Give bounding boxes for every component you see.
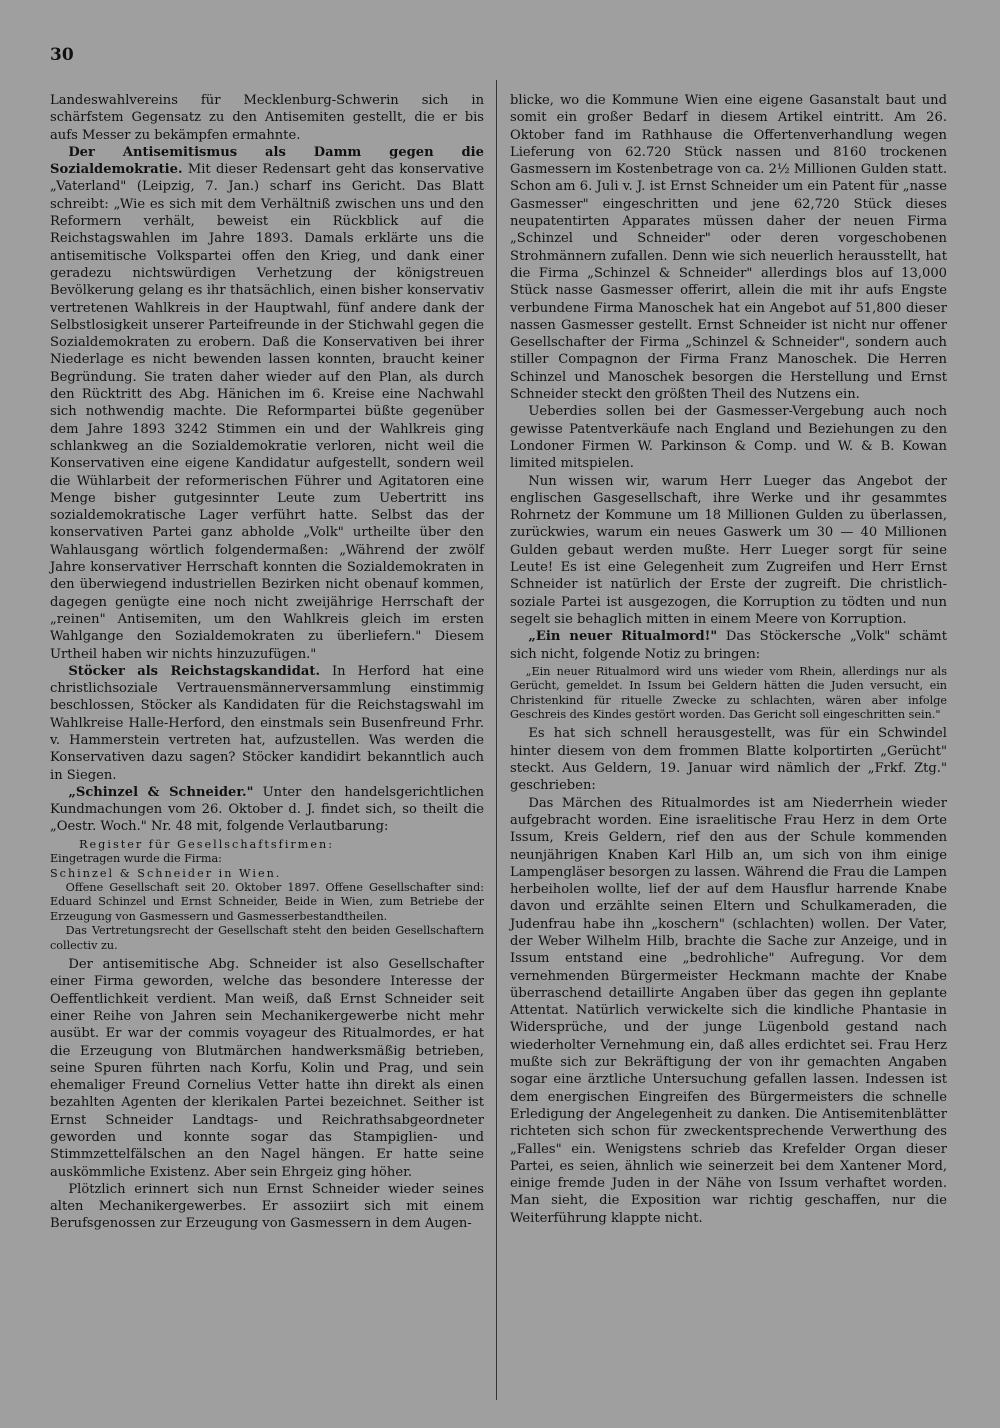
paragraph: Landeswahlvereins für Mecklenburg-Schwerin sich in schärfstem Gegensatz zu den Antisemiten gestellt, die er bis aufs Messer zu bekämpfen ermahnte. [50,93,484,143]
section-heading: Stöcker als Reichstagskandidat. [68,663,320,679]
article-schinzel-schneider [50,784,484,836]
section-text: Mit dieser Redensart geht das konservative „Vaterland" (Leipzig, 7. Jan.) scharf ins Gericht. Das Blatt schreibt: „Wie es sich mit dem Verhältniß zwischen uns und den Reformern verhält, beweist ein Rückblick auf die Reichstagswahlen im Jahre 1893. Damals erklärte uns die antisemitische Volkspartei offen den Krieg, und dank einer geradezu nichtswürdigen Verhetzung der königstreuen Bevölkerung gelang es ihr thatsächlich, einen bisher konservativ vertretenen Wahlkreis in der Hauptwahl, fünf andere dank der Selbstlosigkeit unserer Parteifreunde in der Stichwahl gegen die Sozialdemokraten zu erobern. Daß die Konservativen bei ihrer Niederlage es nicht bewenden lassen konnten, braucht keiner Begründung. Sie traten daher wieder auf den Plan, als durch den Rücktritt des Abg. Hänichen im 6. Kreise eine Nachwahl sich nothwendig machte. Die Reformpartei büßte gegenüber dem Jahre 1893 3242 Stimmen ein und der Wahlkreis ging schlankweg an die Sozialdemokratie verloren, nicht weil die Konservativen eine eigene Kandidatur aufgestellt, sondern weil die Wühlarbeit der reformerischen Führer und Agitatoren eine Menge bisher gutgesinnter Leute zum Uebertritt ins sozialdemokratische Lager verführt hatte. Selbst das der konservativen Partei ganz abholde „Volk" urtheilte über den Wahlausgang wörtlich folgendermaßen: „Während der zwölf Jahre konservativer Herrschaft konnten die Sozialdemokraten in den überwiegend industriellen Bezirken nicht obenauf kommen, dagegen genügte eine noch nicht zweijährige Herrschaft der „reinen" Antisemiten, um den Wahlkreis gleich im ersten Wahlgange den Sozialdemokraten zu überliefern." Diesem Urtheil haben wir nichts hinzuzufügen." [50,162,484,662]
quote-line: Register für Gesellschaftsfirmen: [79,837,335,851]
paragraph: Das Märchen des Ritualmordes ist am Niederrhein wieder aufgebracht worden. Eine israelitische Frau Herz in dem Orte Issum, Kreis Geldern, rief den aus der Schule kommenden neunjährigen Knaben Karl Hilb an, um sich von ihm einige Lampengläser besorgen zu lassen. Während die Frau die Lampen herbeiholen wollte, lief der auf dem Hausflur harrende Knabe davon und erzählte seinen Eltern und Schulkameraden, die Judenfrau habe ihn „koschern" (schlachten) wollen. Der Vater, der Weber Wilhelm Hilb, brachte die Sache zur Anzeige, und in Issum entstand eine „bedrohliche" Aufregung. Vor dem vernehmenden Bürgermeister Heckmann machte der Knabe überraschend detaillirte Angaben über das gegen ihn geplante Attentat. Natürlich verwickelte sich die kindliche Phantasie in Widersprüche, und der junge Lügenbold gestand nach wiederholter Vernehmung ein, daß alles erdichtet sei. Frau Herz mußte sich zur Bekräftigung der von ihr gemachten Angaben sogar eine ärztliche Untersuchung gefallen lassen. Indessen ist dem energischen Eingreifen des Bürgermeisters die schnelle Erledigung der Angelegenheit zu danken. Die Antisemitenblätter richteten sich schon für zweckentsprechende Verwerthung des „Falles" ein. Wenigstens schrieb das Krefelder Organ dieser Partei, es seien, ähnlich wie seinerzeit bei dem Xantener Mord, einige fremde Juden in der Nähe von Issum verhaftet worden. Man sieht, die Exposition war richtig geschaffen, nur die Weiterführung klappte nicht. [510,795,947,1226]
paragraph: blicke, wo die Kommune Wien eine eigene Gasanstalt baut und somit ein großer Bedarf in diesem Artikel eintritt. Am 26. Oktober fand im Rathhause die Offertenverhandlung wegen Lieferung von 62.720 Stück nassen und 8160 trockenen Gasmessern im Kostenbetrage von ca. 2½ Millionen Gulden statt. Schon am 6. Juli v. J. ist Ernst Schneider um ein Patent für „nasse Gasmesser" eingeschritten und jene 62,720 Stück dieses neupatentirten Apparates müssen daher der neuen Firma „Schinzel und Schneider" oder deren vorgeschobenen Strohmännern zufallen. Denn wie sich neuerlich herausstellt, hat die Firma „Schinzel & Schneider" allerdings blos auf 13,000 Stück nasse Gasmesser offerirt, allein die mit ihr aufs Engste verbundene Firma Manoschek hat ein Angebot auf 51,800 dieser nassen Gasmesser gestellt. Ernst Schneider ist nicht nur offener Gesellschafter der Firma „Schinzel & Schneider", sondern auch stiller Compagnon der Firma Franz Manoschek. Die Herren Schinzel und Manoschek besorgen die Herstellung und Ernst Schneider steckt den größten Theil des Nutzens ein. [510,93,947,403]
section-heading: „Schinzel & Schneider." [68,784,254,800]
block-quote [50,838,484,953]
quote-line: „Ein neuer Ritualmord wird uns wieder vom Rhein, allerdings nur als Gerücht, gemeldet. In Issum bei Geldern hätten die Juden versucht, ein Christenkind für rituelle Zwecke zu schlachten, wären aber infolge Geschreis des Kindes gestört worden. Das Gericht soll eingeschritten sein." [510,664,947,722]
section-text: Unter den handelsgerichtlichen Kundmachungen vom 26. Oktober d. J. findet sich, so theilt die „Oestr. Woch." Nr. 48 mit, folgende Verlautbarung: [50,784,484,835]
section-text: Das Stöckersche „Volk" schämt sich nicht, folgende Notiz zu bringen: [510,629,947,662]
paragraph: Nun wissen wir, warum Herr Lueger das Angebot der englischen Gasgesellschaft, ihre Werke und ihr gesammtes Rohrnetz der Kommune um 18 Millionen Gulden zu überlassen, zurückwies, warum ein neues Gaswerk um 30 — 40 Millionen Gulden gebaut werden mußte. Herr Lueger sorgt für seine Leute! Es ist eine Gelegenheit zum Zugreifen und Herr Ernst Schneider ist natürlich der Erste der zugreift. Die christlich-soziale Partei ist ausgezogen, die Korruption zu tödten und nun segelt sie behaglich mitten in einem Meere von Korruption. [510,473,947,627]
left-column [50,92,484,1233]
section-heading: „Ein neuer Ritualmord!" [528,629,718,645]
quote-line: Offene Gesellschaft seit 20. Oktober 1897. Offene Gesellschafter sind: Eduard Schinzel und Ernst Schneider, Beide in Wien, zum Betriebe der Erzeugung von Gasmessern und Gasmesserbestandtheilen. [50,880,484,923]
article-schinzel-antisemitismus [50,144,484,663]
paragraph: Plötzlich erinnert sich nun Ernst Schneider wieder seines alten Mechanikergewerbes. Er assoziirt sich mit einem Berufsgenossen zur Erzeugung von Gasmessern in dem Augen- [50,1181,484,1232]
page-number: 30 [50,45,74,65]
quote-line: Schinzel & Schneider in Wien. [50,866,282,880]
paragraph: Ueberdies sollen bei der Gasmesser-Vergebung auch noch gewisse Patentverkäufe nach England und Beziehungen zu den Londoner Firmen W. Parkinson & Comp. und W. & B. Kowan limited mitspielen. [510,404,947,472]
quote-line: Eingetragen wurde die Firma: [50,852,222,866]
article-stoecker [50,663,484,784]
article-ritualmord [510,628,947,663]
block-quote [510,665,947,723]
section-heading: Der Antisemitismus als Damm gegen die Sozialdemokratie. [50,144,484,178]
column-divider [496,80,497,1400]
paragraph: Der antisemitische Abg. Schneider ist also Gesellschafter einer Firma geworden, welche das besondere Interesse der Oeffentlichkeit verdient. Man weiß, daß Ernst Schneider seit einer Reihe von Jahren sein Mechanikergewerbe nicht mehr ausübt. Er war der commis voyageur des Ritualmordes, er hat die Erzeugung von Blutmärchen handwerksmäßig betrieben, seine Spuren führten nach Korfu, Kolin und Prag, und sein ehemaliger Freund Cornelius Vetter hatte ihn direkt als einen bezahlten Agenten der klerikalen Partei bezeichnet. Seither ist Ernst Schneider Landtags- und Reichrathsabgeordneter geworden und konnte sogar das Stampiglien- und Stimmzettelfälschen an den Nagel hängen. Er hatte seine auskömmliche Existenz. Aber sein Ehrgeiz ging höher. [50,957,484,1180]
quote-line: Das Vertretungsrecht der Gesellschaft steht den beiden Gesellschaftern collectiv zu. [50,924,484,952]
section-text: In Herford hat eine christlichsoziale Vertrauensmännerversammlung einstimmig beschlossen, Stöcker als Kandidaten für die Reichstagswahl im Wahlkreise Halle-Herford, den einstmals sein Busenfreund Frhr. v. Hammerstein vertreten hat, aufzustellen. Was werden die Konservativen dazu sagen? Stöcker kandidirt bekanntlich auch in Siegen. [50,663,484,783]
paragraph: Es hat sich schnell herausgestellt, was für ein Schwindel hinter diesem von dem frommen Blatte kolportirten „Gerücht" steckt. Aus Geldern, 19. Januar wird nämlich der „Frkf. Ztg." geschrieben: [510,726,947,794]
right-column [510,92,947,1227]
